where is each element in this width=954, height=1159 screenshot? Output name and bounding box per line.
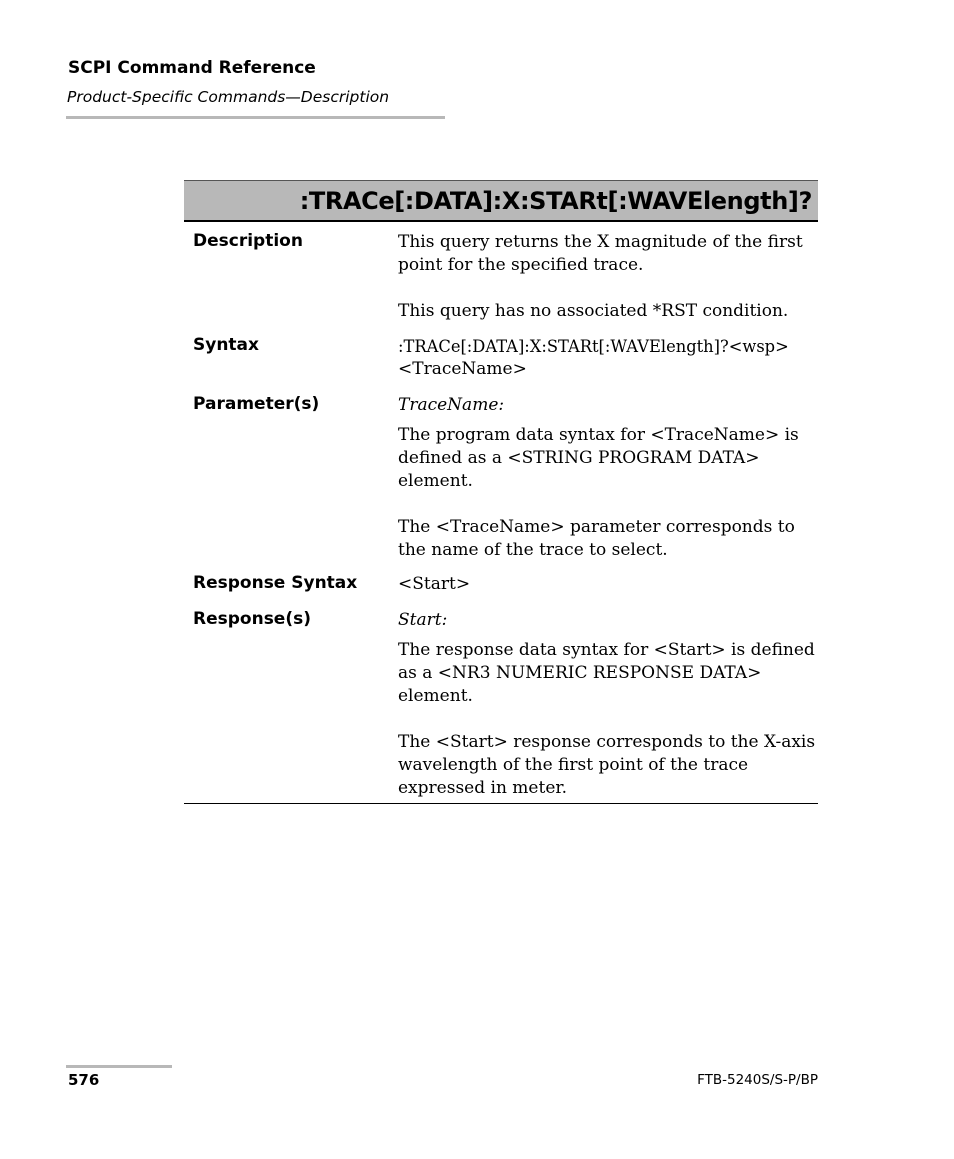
footer-divider xyxy=(66,1065,172,1068)
header-divider xyxy=(66,116,445,119)
response-name: Start: xyxy=(398,610,448,630)
rst-note: This query has no associated *RST condition. xyxy=(398,301,789,321)
response-syntax-value xyxy=(398,573,818,596)
section-title: SCPI Command Reference xyxy=(68,58,316,78)
responses-value xyxy=(398,609,818,800)
syntax-line-2: <TraceName> xyxy=(398,359,527,379)
product-model: FTB-5240S/S-P/BP xyxy=(697,1072,818,1088)
syntax-line-1: :TRACe[:DATA]:X:STARt[:WAVElength]?<wsp> xyxy=(398,337,789,356)
response-syntax-text: <Start> xyxy=(398,574,471,594)
command-title-bar xyxy=(184,180,818,222)
syntax-label: Syntax xyxy=(193,335,259,355)
page-number: 576 xyxy=(68,1071,100,1089)
description-label: Description xyxy=(193,231,303,251)
response-syntax-description: The response data syntax for <Start> is defined as a <NR3 NUMERIC RESPONSE DATA> element. xyxy=(398,640,815,706)
parameter-meaning-text: The <TraceName> parameter corresponds to the name of the trace to select. xyxy=(398,517,795,560)
response-meaning-text: The <Start> response corresponds to the X-axis wavelength of the first point of the trace expressed in meter. xyxy=(398,732,816,798)
parameters-value xyxy=(398,394,818,562)
command-name: :TRACe[:DATA]:X:STARt[:WAVElength]? xyxy=(299,186,812,215)
parameter-syntax-text: The program data syntax for <TraceName> is defined as a <STRING PROGRAM DATA> element. xyxy=(398,425,799,491)
description-text: This query returns the X magnitude of the first point for the specified trace. xyxy=(398,232,803,275)
section-subtitle: Product-Specific Commands—Description xyxy=(67,88,390,106)
responses-label: Response(s) xyxy=(193,609,311,629)
response-syntax-label: Response Syntax xyxy=(193,573,358,593)
description-value xyxy=(398,231,818,323)
syntax-value xyxy=(398,335,818,381)
parameters-label: Parameter(s) xyxy=(193,394,320,414)
table-bottom-divider xyxy=(184,803,818,804)
parameter-name: TraceName: xyxy=(398,395,505,415)
